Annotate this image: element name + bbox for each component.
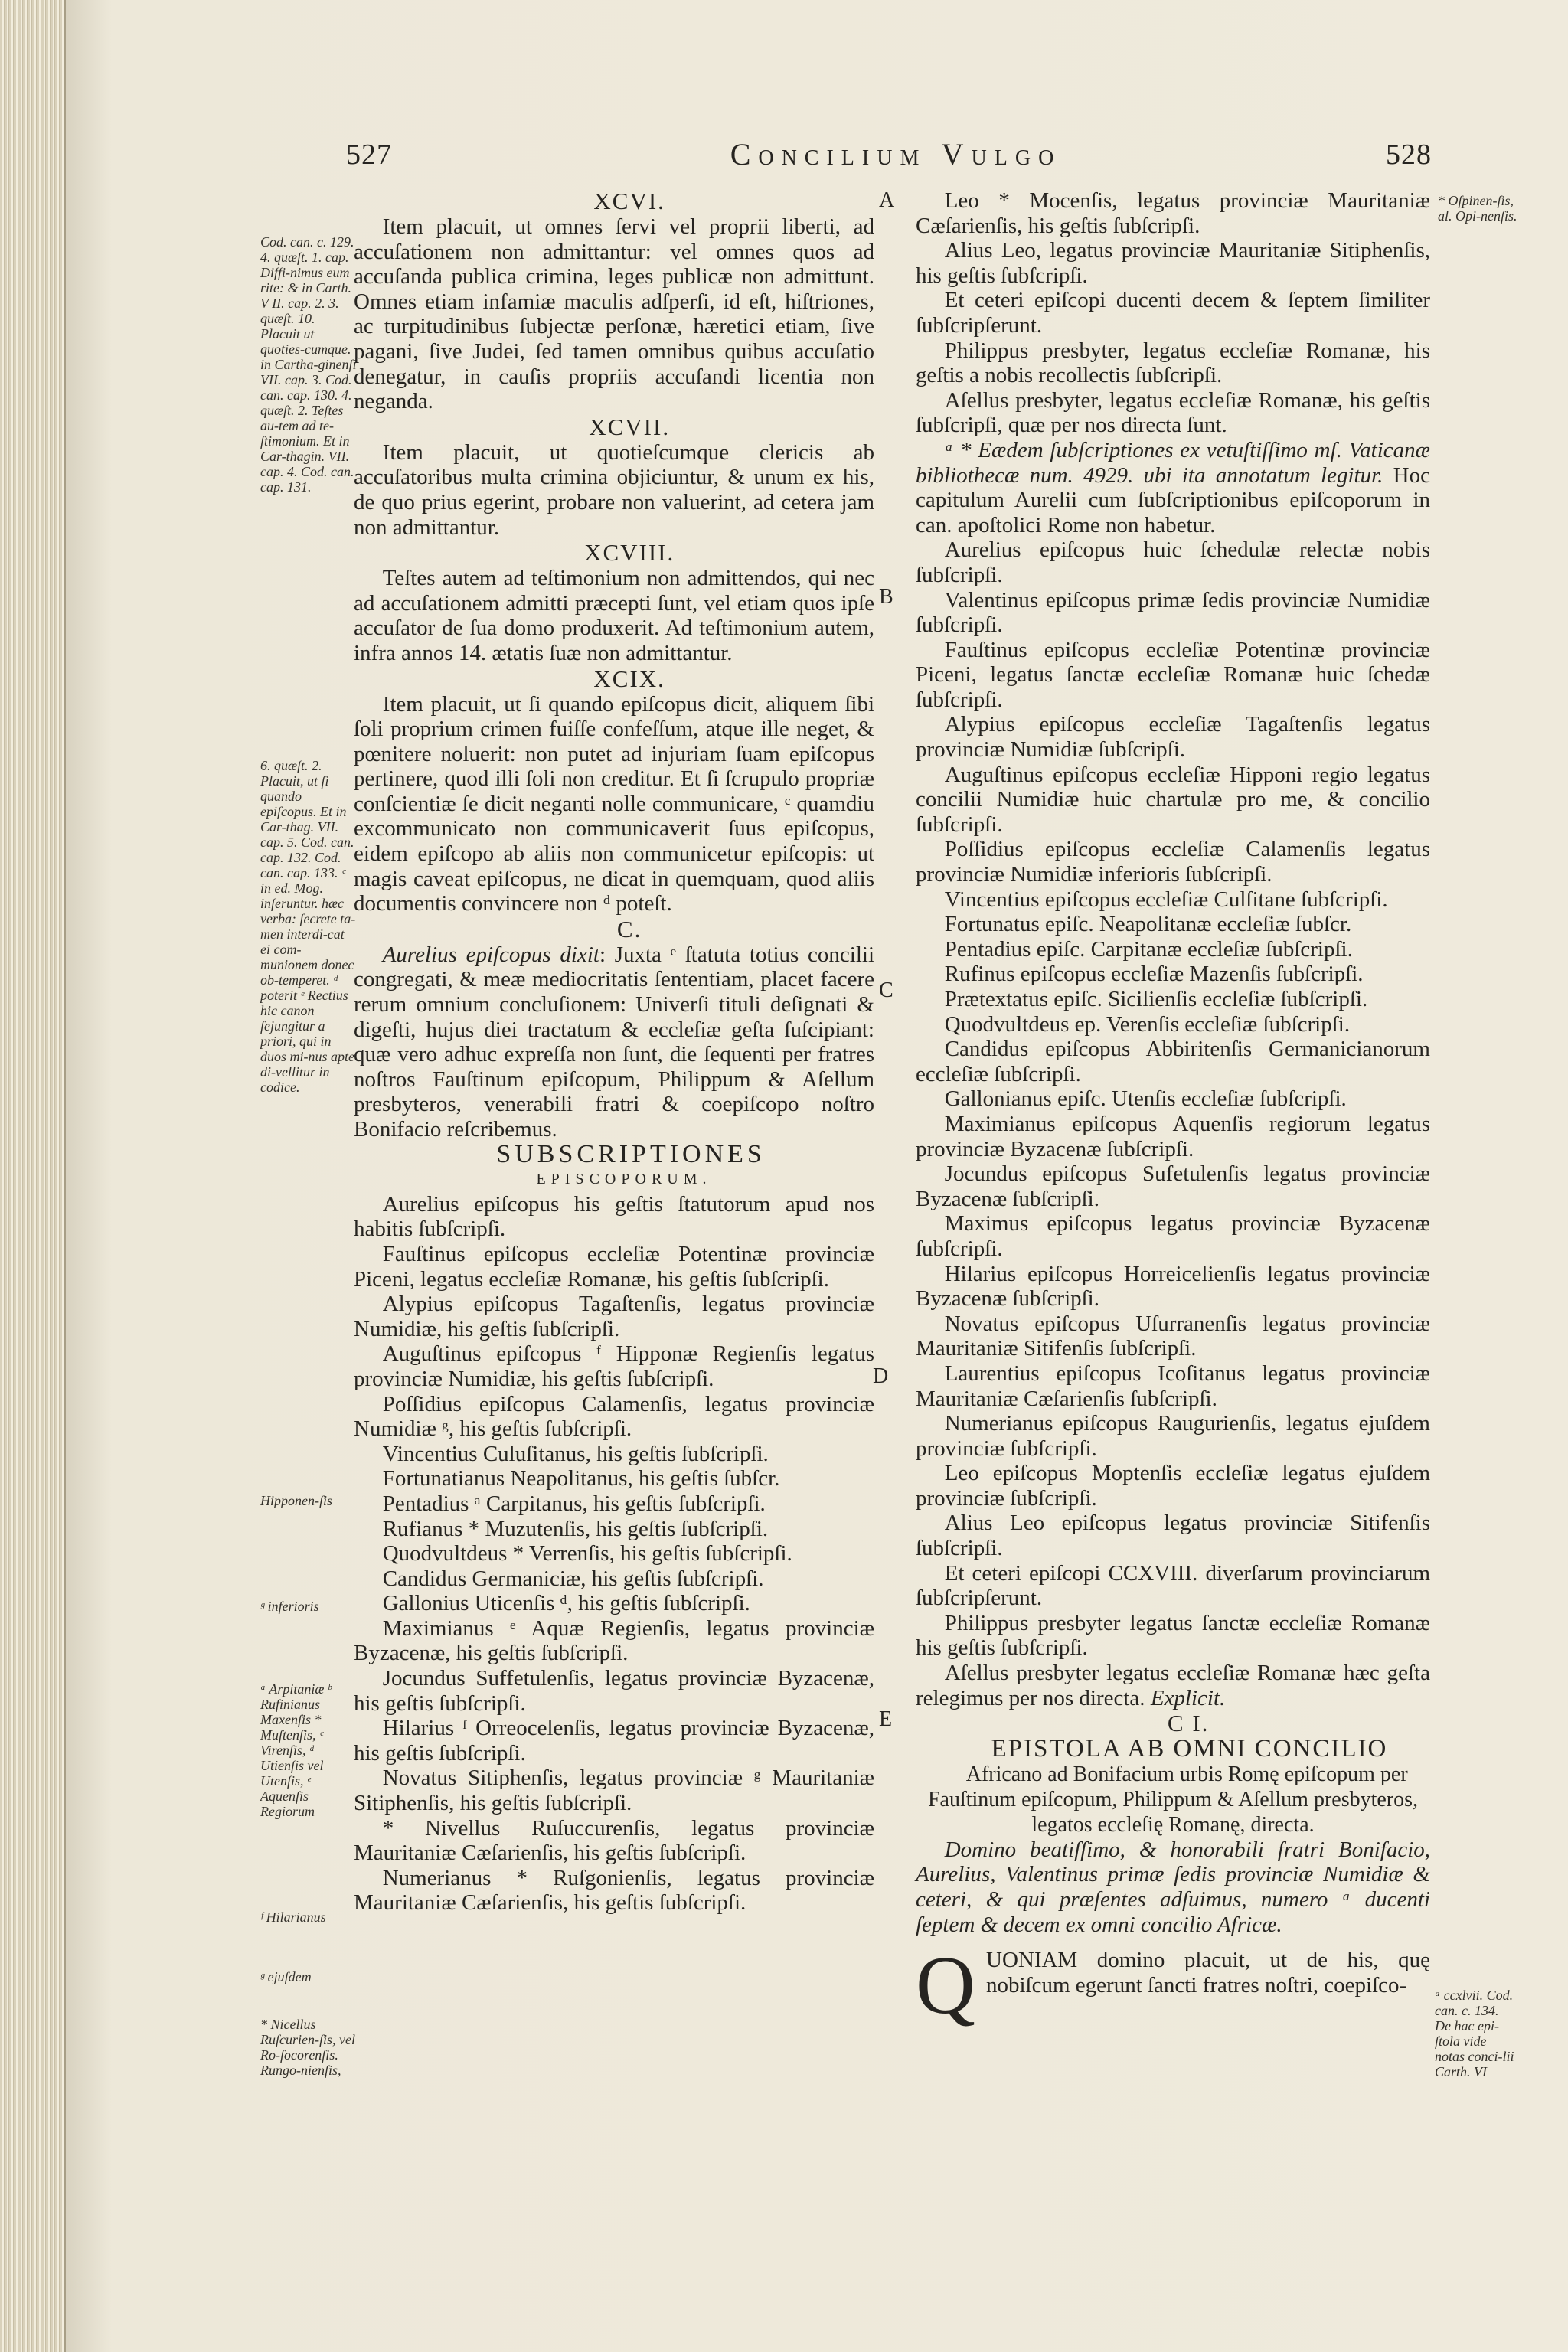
subscription-line: Gallonius Uticenſis ᵈ, his geſtis ſubſcripſi.: [382, 1591, 750, 1616]
subscription-line: Valentinus epiſcopus primæ ſedis provinciæ Numidiæ ſubſcripſi.: [916, 587, 1430, 638]
margin-letter-d: D: [873, 1364, 889, 1388]
subscription-line: Gallonianus epiſc. Utenſis eccleſiæ ſubſcripſi.: [944, 1086, 1347, 1112]
page-number-left: 527: [346, 139, 392, 171]
subscription-line: Fortunatus epiſc. Neapolitanæ eccleſiæ ſubſcr.: [944, 912, 1352, 937]
left-subscriptions-list: [354, 1192, 874, 1916]
margin-letter-a: A: [879, 188, 895, 212]
drop-cap-q: Q: [916, 1940, 975, 2032]
subscription-line: Fauſtinus epiſcopus eccleſiæ Potentinæ provinciæ Piceni, legatus ſanctæ eccleſiæ Romanæ huic ſchedæ ſubſcripſi.: [916, 637, 1430, 712]
subscription-line: Rufianus * Muzutenſis, his geſtis ſubſcripſi.: [382, 1516, 769, 1541]
subscription-line: Auguſtinus epiſcopus ᶠ Hipponæ Regienſis legatus provinciæ Numidiæ, his geſtis ſubſcripſi.: [354, 1341, 874, 1391]
subscription-line: Hilarius ᶠ Orreocelenſis, legatus provinciæ Byzacenæ, his geſtis ſubſcripſi.: [354, 1716, 874, 1766]
subscriptions-subheading: EPISCOPORUM.: [536, 1171, 712, 1188]
epistola-opening-text: UONIAM domino placuit, ut de his, quę nobiſcum egerunt ſancti fratres noſtri, coepiſco-: [986, 1948, 1430, 1998]
subscription-line: Prætextatus epiſc. Sicilienſis eccleſiæ ſubſcripſi.: [944, 987, 1368, 1011]
subscription-line: Rufinus epiſcopus eccleſiæ Mazenſis ſubſcripſi.: [944, 962, 1364, 987]
vatican-note: [916, 438, 1430, 537]
subscription-line: Novatus Sitiphenſis, legatus provinciæ ᵍ Mauritaniæ Sitiphenſis, his geſtis ſubſcripſi.: [354, 1766, 874, 1816]
canon-100-text: [354, 942, 874, 1142]
subscription-line: Quodvultdeus * Verrenſis, his geſtis ſubſcripſi.: [382, 1541, 792, 1566]
asellus-text: Aſellus presbyter legatus eccleſiæ Romanæ hæc geſta relegimus per nos directa.: [916, 1661, 1430, 1710]
margin-letter-c: C: [879, 978, 893, 1002]
book-page-edges: [0, 0, 66, 2352]
canon-99-text: Item placuit, ut ſi quando epiſcopus dicit, aliquem ſibi ſoli proprium crimen fuiſſe confeſſum, atque ille neget, & pœnitere noluerit: non putet ad injuriam ſuam epiſcopus pertinere, quod illi ſoli non creditur. Et ſi ſcrupulo propriæ conſcientiæ ſe dicit neganti nolle communicare, ᶜ quamdiu excommunicato non communicaverit ſuus epiſcopus, eidem epiſcopo ab aliis non communicetur epiſcopis: ut magis caveat epiſcopus, ne dicat in quemquam, quod aliis documentis convincere non ᵈ poteſt.: [354, 691, 874, 916]
subscription-line: Pentadius epiſc. Carpitanæ eccleſiæ ſubſcripſi.: [944, 936, 1353, 962]
subscription-line: Maximianus epiſcopus Aquenſis regiorum legatus provinciæ Byzacenæ ſubſcripſi.: [916, 1111, 1430, 1161]
right-opening-subscriptions: [916, 188, 1430, 438]
subscription-line: Et ceteri epiſcopi CCXVIII. diverſarum provinciarum ſubſcripſerunt.: [916, 1560, 1430, 1611]
canon-98-text: Teſtes autem ad teſtimonium non admittendos, qui nec ad accuſationem admitti præcepti ſunt, vel etiam quos ipſe accuſator de ſua domo produxerit. Ad teſtimonium autem, infra annos 14. ætatis ſuæ non admittantur.: [354, 566, 874, 665]
subscription-line: Poſſidius epiſcopus Calamenſis, legatus provinciæ Numidiæ ᵍ, his geſtis ſubſcripſi.: [354, 1391, 874, 1442]
subscription-line: Philippus presbyter, legatus eccleſiæ Romanæ, his geſtis a nobis recollectis ſubſcripſi.: [916, 338, 1430, 388]
subscription-line: Pentadius ᵃ Carpitanus, his geſtis ſubſcripſi.: [382, 1491, 766, 1516]
subscription-line: Alypius epiſcopus Tagaſtenſis, legatus provinciæ Numidiæ, his geſtis ſubſcripſi.: [354, 1292, 874, 1341]
subscription-line: Quodvultdeus ep. Verenſis eccleſiæ ſubſcripſi.: [944, 1011, 1351, 1037]
subscription-line: Laurentius epiſcopus Icoſitanus legatus provinciæ Mauritaniæ Cæſarienſis ſubſcripſi.: [916, 1361, 1430, 1411]
subscription-line: Alius Leo, legatus provinciæ Mauritaniæ Sitiphenſis, his geſtis ſubſcripſi.: [916, 238, 1430, 288]
canon-96-heading: XCVI.: [593, 188, 665, 214]
margin-note-hipponensis: Hipponen-ſis: [260, 1493, 332, 1508]
subscription-line: Auguſtinus epiſcopus eccleſiæ Hipponi regio legatus concilii Numidiæ huic chartulæ pro me, & concilio ſubſcripſi.: [916, 762, 1430, 837]
subscription-line: Numerianus epiſcopus Raugurienſis, legatus ejuſdem provinciæ ſubſcripſi.: [916, 1411, 1430, 1461]
subscription-line: Aſellus presbyter, legatus eccleſiæ Romanæ, his geſtis ſubſcripſi, quæ per nos directa ſunt.: [916, 387, 1430, 438]
margin-note-epistola: ᵃ ccxlvii. Cod. can. c. 134. De hac epi-ſtola vide notas conci-lii Carth. VI: [1435, 1988, 1514, 2079]
subscription-line: Maximianus ᵉ Aquæ Regienſis, legatus provinciæ Byzacenæ, his geſtis ſubſcripſi.: [354, 1615, 874, 1666]
margin-note-inferioris: ᵍ inferioris: [260, 1599, 319, 1614]
margin-note-canons-96-98: Cod. can. c. 129. 4. quæſt. 1. cap. Diffi-nimus eum rite: & in Carth. V II. cap. 2. 3. quæſt. 10. Placuit ut quoties-cumque. in Cartha-ginenſi VII. cap. 3. Cod. can. cap. 130. 4. quæſt. 2. Teſtes au-tem ad te-ſtimonium. Et in Car-thagin. VII. cap. 4. Cod. can. cap. 131.: [260, 234, 357, 495]
subscription-line: Jocundus epiſcopus Sufetulenſis legatus provinciæ Byzacenæ ſubſcripſi.: [916, 1161, 1430, 1211]
canon-96-text: Item placuit, ut omnes ſervi vel proprii liberti, ad accuſationem non admittantur: vel omnes quos ad accuſanda publica crimina, leges publicæ non admittunt. Omnes etiam infamiæ maculis adſperſi, id eſt, hiſtriones, ac turpitudinibus ſubjectæ perſonæ, hæretici etiam, ſive pagani, ſive Judei, ſed tamen omnibus quibus accuſatio denegatur, in cauſis propriis accuſandi licentia non neganda.: [354, 214, 874, 414]
canon-100-heading: C.: [616, 915, 642, 942]
subscriptions-heading: SUBSCRIPTIONES: [496, 1139, 766, 1168]
vatican-note-italic: ᵃ * Eædem ſubſcriptiones ex vetuſtiſſimo mſ. Vaticanæ bibliothecæ num. 4929. ubi ita annotatum legitur.: [916, 437, 1430, 488]
subscription-line: Fauſtinus epiſcopus eccleſiæ Potentinæ provinciæ Piceni, legatus eccleſiæ Romanæ, his geſtis ſubſcripſi.: [354, 1241, 874, 1292]
epistola-title: EPISTOLA AB OMNI CONCILIO: [991, 1735, 1388, 1763]
margin-letter-e: E: [879, 1707, 893, 1731]
epistola-salutation: Domino beatiſſimo, & honorabili fratri Bonifacio, Aurelius, Valentinus primæ ſedis provinciæ Numidiæ & ceteri, & qui præſentes adſuimus, numero ᵃ ducenti ſeptem & decem ex omni concilio Africæ.: [916, 1837, 1430, 1937]
margin-note-ejusdem: ᵍ ejuſdem: [260, 1969, 312, 1984]
canon-99-heading: XCIX.: [593, 665, 665, 692]
page-number-right: 528: [1386, 139, 1432, 171]
subscription-line: Leo epiſcopus Moptenſis eccleſiæ legatus ejuſdem provinciæ ſubſcripſi.: [916, 1461, 1430, 1511]
canon-97-text: Item placuit, ut quotieſcumque clericis ab accuſatoribus multa crimina objiciuntur, & unum ex his, de quo prius egerint, probare non valuerint, ad cetera jam non admittantur.: [354, 439, 874, 540]
canon-100-body: : Juxta ᵉ ſtatuta totius concilii congregati, & meæ mediocritatis ſententiam, placet facere rerum omnium concluſionem: Univerſi tituli deſignati & digeſti, hujus diei tractatum & eccleſiæ geſta ſuſcipiant: quæ vero adhuc expreſſa non ſunt, die ſequenti per fratres noſtros Fauſtinum epiſcopum, Philippum & Aſellum presbyteros, venerabili fratri & coepiſcopo noſtro Bonifacio reſcribemus.: [354, 942, 874, 1142]
margin-note-variant-names: ᵃ Arpitaniæ ᵇ Rufinianus Maxenſis * Muſtenſis, ᶜ Virenſis, ᵈ Utienſis vel Utenſis, ᵉ Aquenſis Regiorum: [260, 1681, 332, 1819]
subscription-line: Novatus epiſcopus Uſurranenſis legatus provinciæ Mauritaniæ Sitifenſis ſubſcripſi.: [916, 1311, 1430, 1361]
left-column: [354, 188, 874, 1916]
running-title: Concilium Vulgo: [730, 137, 1062, 172]
subscription-line: Philippus presbyter legatus ſanctæ eccleſiæ Romanæ his geſtis ſubſcripſi.: [916, 1610, 1430, 1661]
explicit-word: Explicit.: [1150, 1685, 1226, 1710]
subscription-line: Alypius epiſcopus eccleſiæ Tagaſtenſis legatus provinciæ Numidiæ ſubſcripſi.: [916, 712, 1430, 763]
epistola-subtitle: Africano ad Bonifacium urbis Romę epiſcopum per Fauſtinum epiſcopum, Philippum & Aſellum presbyteros, legatos eccleſię Romanę, directa.: [927, 1762, 1419, 1837]
right-subscriptions-list: [916, 537, 1430, 1661]
margin-note-nicellus: * Nicellus Ruſcurien-ſis, vel Ro-ſocorenſis. Rungo-nienſis,: [260, 2017, 355, 2078]
subscription-line: Alius Leo epiſcopus legatus provinciæ Sitifenſis ſubſcripſi.: [916, 1511, 1430, 1561]
vatican-note-plain: Hoc capitulum Aurelii cum ſubſcriptionibus epiſcoporum in can. apoſtolici Rome non habetur.: [916, 462, 1430, 537]
subscription-line: Aurelius epiſcopus his geſtis ſtatutorum apud nos habitis ſubſcripſi.: [354, 1191, 874, 1242]
canon-100-speaker: Aurelius epiſcopus dixit: [382, 942, 599, 967]
margin-note-ospinensis: * Oſpinen-ſis, al. Opi-nenſis.: [1438, 193, 1517, 224]
subscription-line: Leo * Mocenſis, legatus provinciæ Mauritaniæ Cæſarienſis, his geſtis ſubſcripſi.: [916, 188, 1430, 238]
subscription-line: Vincentius epiſcopus eccleſiæ Culſitane ſubſcripſi.: [944, 887, 1388, 912]
subscription-line: * Nivellus Ruſuccurenſis, legatus provinciæ Mauritaniæ Cæſarienſis, his geſtis ſubſcripſi.: [354, 1815, 874, 1866]
subscription-line: Candidus epiſcopus Abbiritenſis Germanicianorum eccleſiæ ſubſcripſi.: [916, 1037, 1430, 1086]
margin-letter-b: B: [879, 585, 893, 609]
right-column: [916, 188, 1430, 2032]
subscription-line: Poſſidius epiſcopus eccleſiæ Calamenſis legatus provinciæ Numidiæ inferioris ſubſcripſi.: [916, 837, 1430, 887]
margin-note-canons-99-100: 6. quæſt. 2. Placuit, ut ſi quando epiſcopus. Et in Car-thag. VII. cap. 5. Cod. can. cap. 132. Cod. can. cap. 133. ᶜ in ed. Mog. inſeruntur. hæc verba: ſecrete ta-men interdi-cat ei com-munionem donec ob-temperet. ᵈ poterit ᵉ Rectius hic canon ſejungitur a priori, qui in duos mi-nus apte di-vellitur in codice.: [260, 758, 356, 1095]
subscription-line: Maximus epiſcopus legatus provinciæ Byzacenæ ſubſcripſi.: [916, 1211, 1430, 1261]
subscription-line: Hilarius epiſcopus Horreicelienſis legatus provinciæ Byzacenæ ſubſcripſi.: [916, 1261, 1430, 1312]
subscription-line: Et ceteri epiſcopi ducenti decem & ſeptem ſimiliter ſubſcripſerunt.: [916, 288, 1430, 338]
canon-97-heading: XCVII.: [589, 413, 671, 440]
subscription-line: Jocundus Suffetulenſis, legatus provinciæ Byzacenæ, his geſtis ſubſcripſi.: [354, 1666, 874, 1716]
asellus-line: [916, 1661, 1430, 1710]
subscription-line: Aurelius epiſcopus huic ſchedulæ relectæ nobis ſubſcripſi.: [916, 537, 1430, 587]
subscription-line: Candidus Germaniciæ, his geſtis ſubſcripſi.: [382, 1566, 764, 1591]
epistola-opening: [916, 1940, 1430, 2032]
canon-101-heading: C I.: [1167, 1710, 1210, 1737]
subscription-line: Numerianus * Ruſgonienſis, legatus provinciæ Mauritaniæ Cæſarienſis, his geſtis ſubſcripſi.: [354, 1865, 874, 1916]
subscription-line: Fortunatianus Neapolitanus, his geſtis ſubſcr.: [382, 1466, 780, 1491]
margin-note-hilarianus: ᶠ Hilarianus: [260, 1909, 326, 1925]
subscription-line: Vincentius Culuſitanus, his geſtis ſubſcripſi.: [382, 1441, 769, 1466]
canon-98-heading: XCVIII.: [584, 539, 675, 567]
